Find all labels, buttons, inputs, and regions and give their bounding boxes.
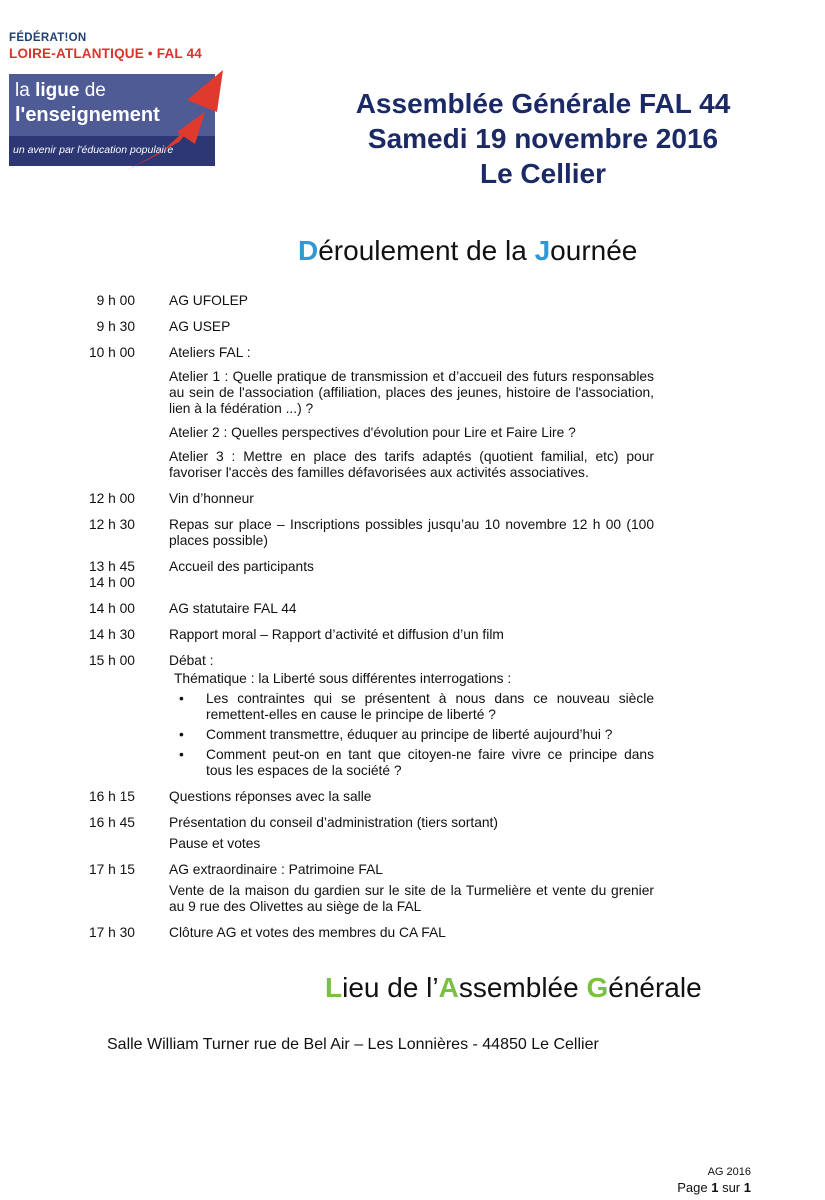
logo-red-triangles-icon	[9, 62, 229, 172]
schedule-time: 9 h 00	[96, 293, 135, 308]
list-item: • Comment peut-on en tant que citoyen-ne faire vivre ce principe dans tous les espaces de la société ?	[179, 747, 654, 778]
schedule-row	[0, 925, 825, 941]
list-item: • Comment transmettre, éduquer au principe de liberté aujourd’hui ?	[179, 727, 613, 742]
list-item: • Les contraintes qui se présentent à nous dans ce nouveau siècle remettent-elles en cause le principe de liberté ?	[179, 691, 654, 722]
atelier-3: Atelier 3 : Mettre en place des tarifs adaptés (quotient familial, etc) pour favoriser l'accès des familles défavorisées aux activités associatives.	[169, 449, 654, 480]
atelier-1: Atelier 1 : Quelle pratique de transmission et d’accueil des futurs responsables au sein de l'association (affiliation, places des jeunes, histoire de l'association, lien à la fédération ...) ?	[169, 369, 654, 416]
logo-brand-line2: l'enseignement	[15, 104, 160, 126]
venue-address: Salle William Turner rue de Bel Air – Les Lonnières - 44850 Le Cellier	[107, 1036, 599, 1053]
title-line-1: Assemblée Générale FAL 44	[355, 88, 731, 119]
region-label: LOIRE-ATLANTIQUE • FAL 44	[9, 46, 202, 61]
schedule	[0, 293, 825, 941]
logo-tagline: un avenir par l'éducation populaire	[13, 144, 174, 156]
title-line-3: Le Cellier	[479, 158, 607, 189]
schedule-item: AG UFOLEP	[169, 293, 248, 308]
schedule-item: AG statutaire FAL 44	[169, 601, 297, 616]
logo-brand-line1: la ligue de	[15, 80, 106, 101]
schedule-time: 12 h 30	[88, 517, 135, 532]
program-heading: Déroulement de la Journée	[298, 235, 638, 266]
schedule-time: 16 h 45	[88, 815, 135, 830]
schedule-row	[0, 789, 825, 805]
schedule-row	[0, 653, 825, 779]
schedule-subitem: Vente de la maison du gardien sur le site de la Turmelière et vente du grenier au 9 rue des Olivettes au siège de la FAL	[169, 883, 654, 914]
schedule-row	[0, 345, 825, 481]
footer-doc-ref: AG 2016	[707, 1166, 751, 1178]
schedule-row	[0, 491, 825, 507]
debate-questions	[169, 691, 654, 779]
federation-logo	[9, 32, 229, 172]
schedule-time: 10 h 00	[88, 345, 135, 360]
page-title	[300, 86, 786, 191]
bullet-icon: •	[179, 691, 184, 706]
schedule-item: Présentation du conseil d’administration (tiers sortant)	[169, 815, 498, 830]
federation-label: FÉDÉRAT!ON	[9, 32, 87, 44]
schedule-row	[0, 319, 825, 335]
schedule-row	[0, 559, 825, 591]
schedule-time: 17 h 30	[88, 925, 135, 940]
schedule-time: 9 h 30	[96, 319, 135, 334]
schedule-time: 17 h 15	[88, 862, 135, 877]
schedule-item: Questions réponses avec la salle	[169, 789, 372, 804]
schedule-subitem: Pause et votes	[169, 836, 261, 851]
schedule-row	[0, 815, 825, 852]
schedule-time: 16 h 15	[88, 789, 135, 804]
schedule-row	[0, 627, 825, 643]
atelier-2: Atelier 2 : Quelles perspectives d'évolution pour Lire et Faire Lire ?	[169, 425, 576, 440]
schedule-item: Débat :	[169, 653, 214, 668]
schedule-item: AG USEP	[169, 319, 231, 334]
schedule-time: 14 h 00	[88, 601, 135, 616]
schedule-item: Rapport moral – Rapport d’activité et diffusion d’un film	[169, 627, 504, 642]
schedule-row	[0, 517, 825, 549]
schedule-item: Accueil des participants	[169, 559, 314, 574]
page-number: Page 1 sur 1	[677, 1180, 751, 1195]
schedule-item: AG extraordinaire : Patrimoine FAL	[169, 862, 383, 877]
bullet-icon: •	[179, 747, 184, 762]
venue-heading: Lieu de l’Assemblée Générale	[325, 972, 702, 1003]
schedule-item: Vin d’honneur	[169, 491, 254, 506]
schedule-item: Ateliers FAL :	[169, 345, 251, 360]
schedule-item: Repas sur place – Inscriptions possibles jusqu’au 10 novembre 12 h 00 (100 places possible)	[169, 517, 654, 548]
schedule-item: Clôture AG et votes des membres du CA FAL	[169, 925, 446, 940]
schedule-row	[0, 862, 825, 915]
schedule-time: 12 h 00	[88, 491, 135, 506]
bullet-icon: •	[179, 727, 184, 742]
debate-theme: Thématique : la Liberté sous différentes interrogations :	[174, 671, 512, 686]
schedule-time: 13 h 45 14 h 00	[88, 559, 135, 590]
schedule-time: 14 h 30	[88, 627, 135, 642]
schedule-time: 15 h 00	[88, 653, 135, 668]
title-line-2: Samedi 19 novembre 2016	[367, 123, 719, 154]
schedule-row	[0, 601, 825, 617]
schedule-row	[0, 293, 825, 309]
